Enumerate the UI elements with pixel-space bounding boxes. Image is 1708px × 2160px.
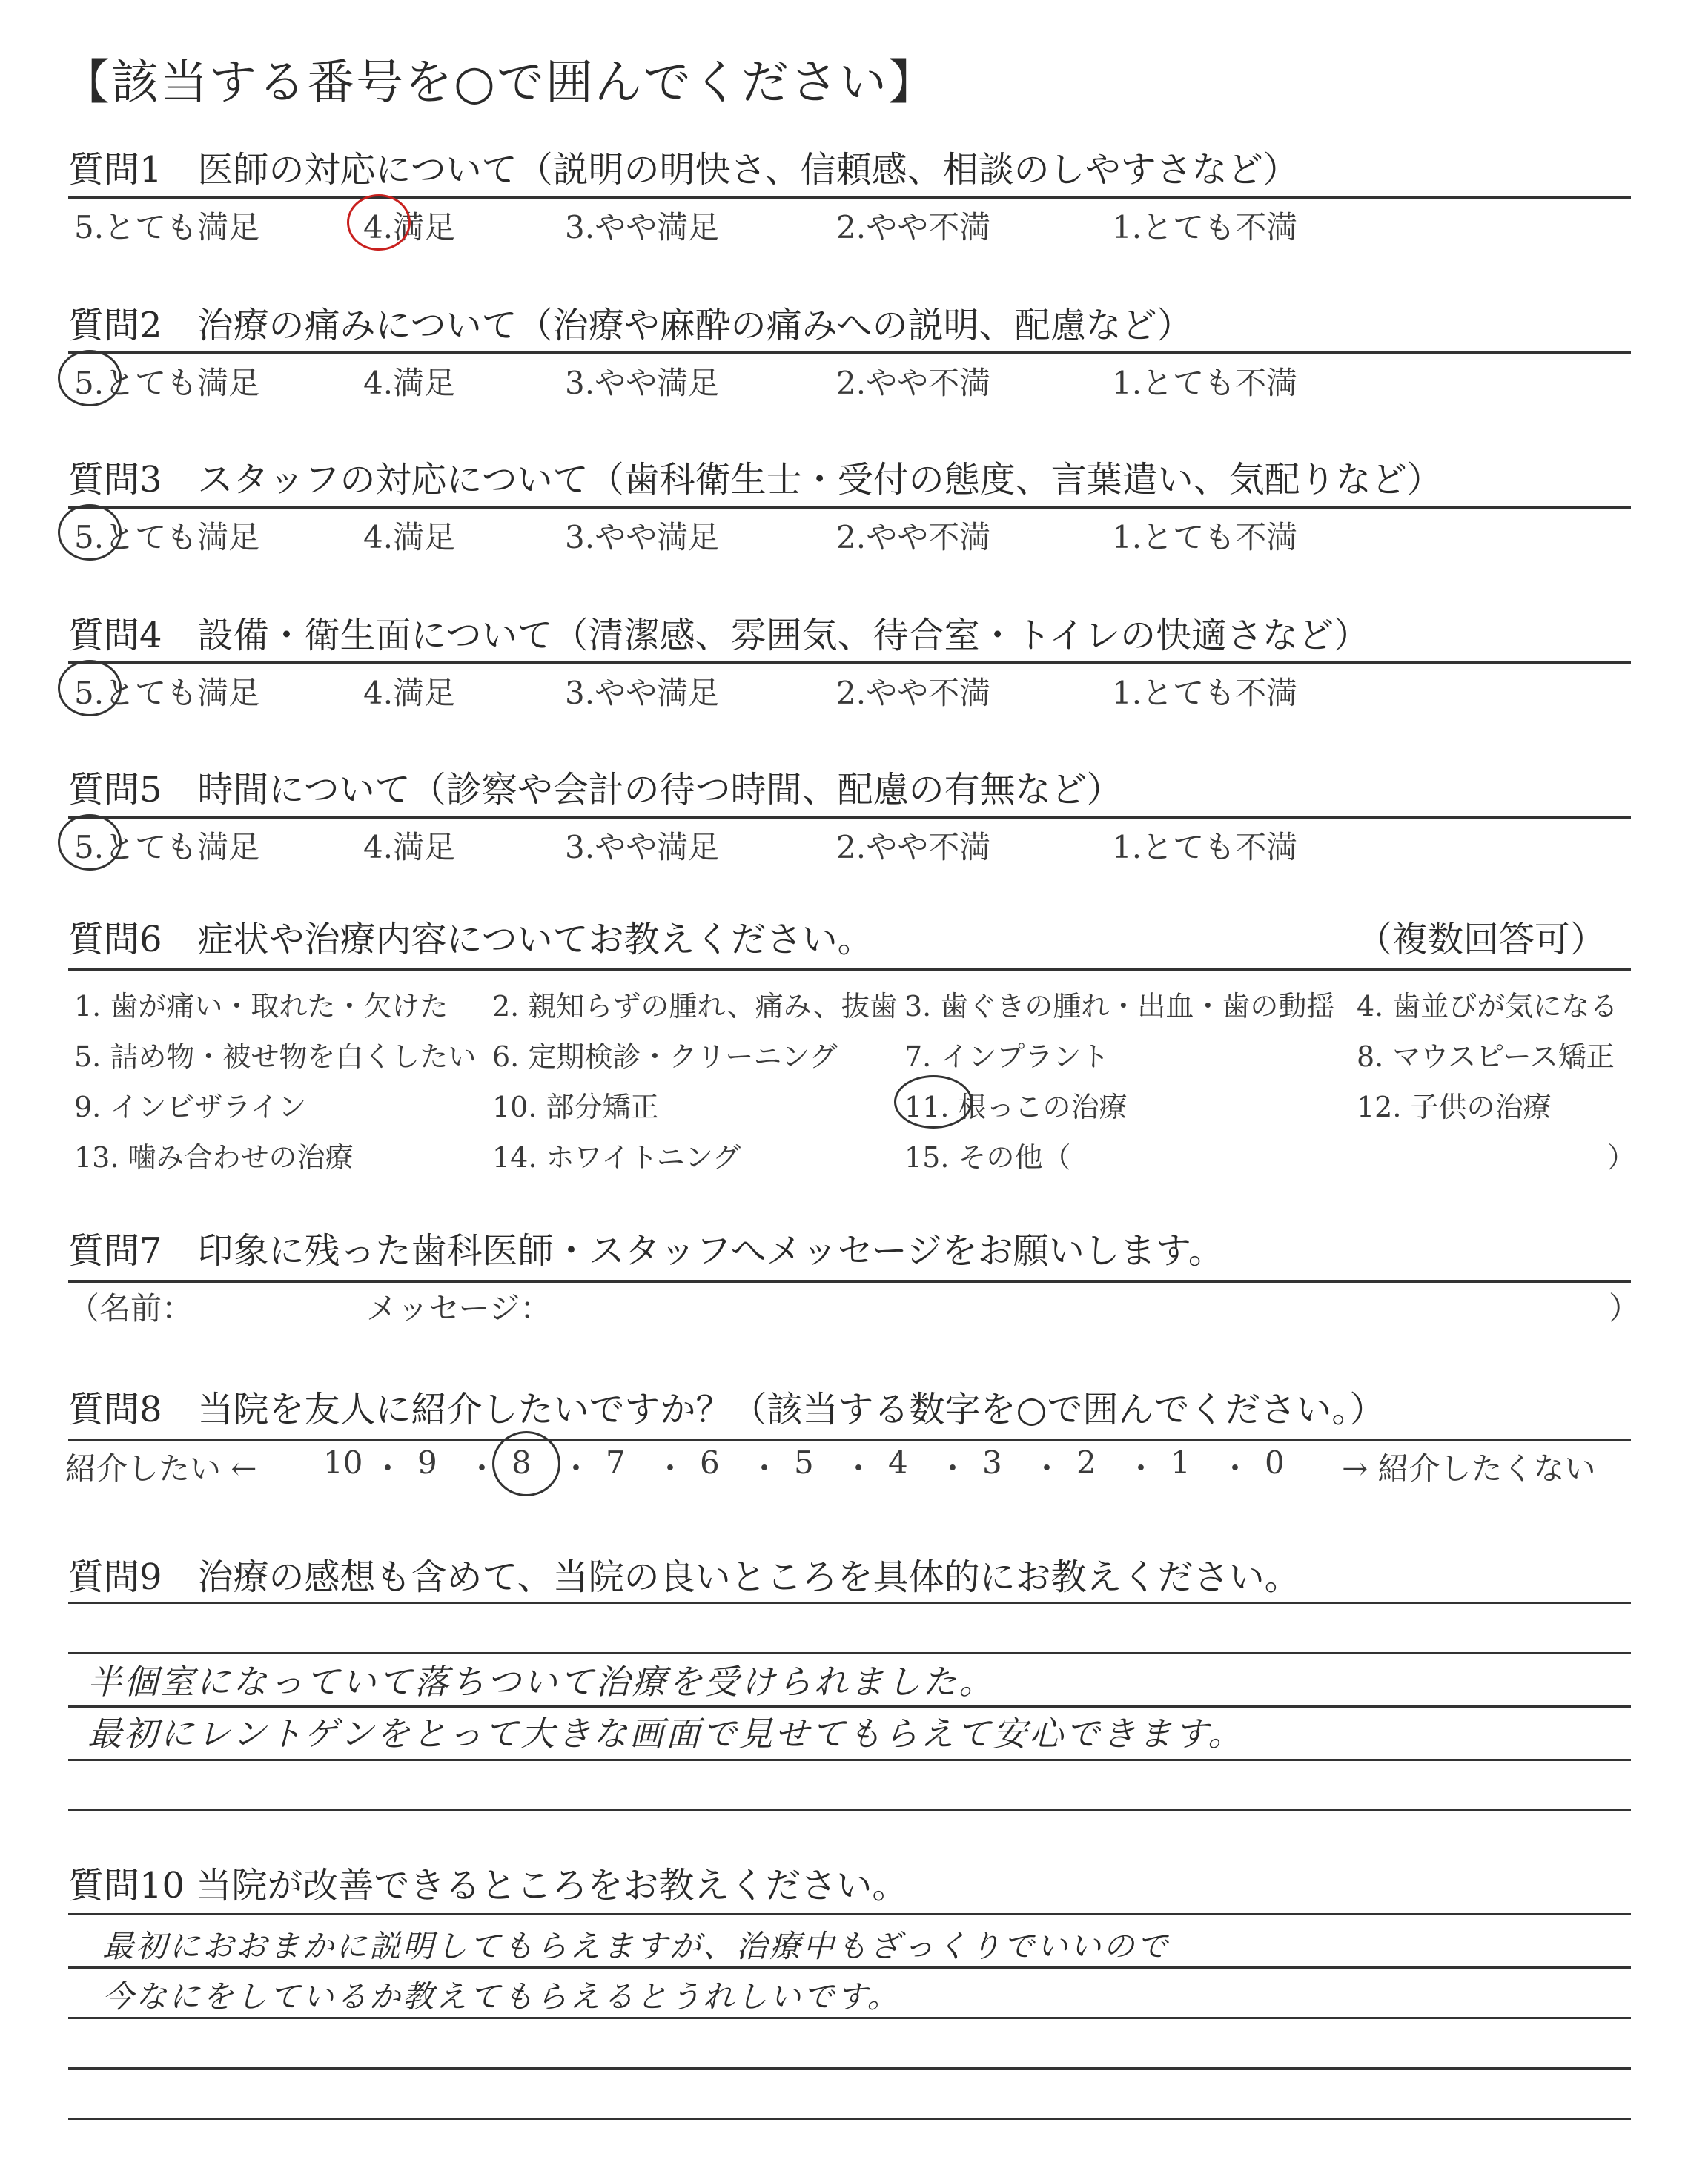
q7-close-paren: ） [1609,1290,1641,1327]
q8-selection-circle [492,1431,560,1496]
q2-rule [68,351,1631,354]
q6-item-8[interactable]: 8. マウスピース矯正 [1357,1040,1615,1073]
q6-item-16: ） [1607,1141,1636,1174]
q8-score-0[interactable]: 0 [1265,1444,1285,1481]
q1-title: 質問1 医師の対応について（説明の明快さ、信頼感、相談のしやすさなど） [68,149,1299,191]
q8-score-10[interactable]: 10 [323,1444,363,1481]
q8-right-label: → 紹介したくない [1342,1450,1596,1487]
q2-option-5[interactable]: 5.とても満足 [74,365,260,401]
q2-title: 質問2 治療の痛みについて（治療や麻酔の痛みへの説明、配慮など） [68,305,1193,346]
q4-option-5[interactable]: 5.とても満足 [74,675,260,711]
q4-option-2[interactable]: 2.やや不満 [836,675,991,711]
q8-score-6[interactable]: 6 [700,1444,720,1481]
q6-item-14[interactable]: 14. ホワイトニング [492,1141,741,1174]
q9-rule-2 [68,1652,1631,1654]
q8-score-9[interactable]: 9 [417,1444,437,1481]
q2-option-2[interactable]: 2.やや不満 [836,365,991,401]
q3-option-3[interactable]: 3.やや満足 [565,519,720,555]
q8-score-2[interactable]: 2 [1076,1444,1096,1481]
q8-title: 質問8 当院を友人に紹介したいですか？（該当する数字を○で囲んでください。） [68,1389,1386,1430]
q6-item-7[interactable]: 7. インプラント [904,1040,1110,1073]
q3-option-2[interactable]: 2.やや不満 [836,519,991,555]
q5-option-4[interactable]: 4.満足 [363,829,456,865]
q8-separator: ・ [749,1450,781,1487]
q4-option-4[interactable]: 4.満足 [363,675,456,711]
q10-rule-5 [68,2118,1631,2120]
q2-option-3[interactable]: 3.やや満足 [565,365,720,401]
q3-selection-circle [58,504,122,561]
q6-item-10[interactable]: 10. 部分矯正 [492,1091,659,1123]
q1-option-3[interactable]: 3.やや満足 [565,209,720,245]
q3-option-5[interactable]: 5.とても満足 [74,519,260,555]
q8-separator: ・ [655,1450,686,1487]
q5-option-3[interactable]: 3.やや満足 [565,829,720,865]
q6-item-12[interactable]: 12. 子供の治療 [1357,1091,1552,1123]
q4-title: 質問4 設備・衛生面について（清潔感、雰囲気、待合室・トイレの快適さなど） [68,615,1370,656]
q4-option-3[interactable]: 3.やや満足 [565,675,720,711]
q2-selection-circle [58,350,122,406]
q8-rule [68,1439,1631,1441]
q4-selection-circle [58,660,122,716]
q2-option-4[interactable]: 4.満足 [363,365,456,401]
q9-title: 質問9 治療の感想も含めて、当院の良いところを具体的にお教えください。 [68,1556,1300,1598]
q9-rule-5 [68,1809,1631,1811]
q4-rule [68,661,1631,664]
q3-option-4[interactable]: 4.満足 [363,519,456,555]
q6-selection-circle [894,1075,973,1129]
q10-rule-4 [68,2067,1631,2070]
q8-separator: ・ [372,1450,404,1487]
q10-rule-3 [68,2017,1631,2019]
q1-selection-circle [347,194,411,251]
q10-answer-line-1: 最初におおまかに説明してもらえますが、治療中もざっくりでいいので [102,1928,1171,1964]
q6-note: （複数回答可） [1357,919,1606,960]
page-title: 【該当する番号を○で囲んでください】 [62,56,937,110]
q3-title: 質問3 スタッフの対応について（歯科衛生士・受付の態度、言葉遣い、気配りなど） [68,459,1443,501]
q6-item-1[interactable]: 1. 歯が痛い・取れた・欠けた [74,990,448,1023]
q9-rule-4 [68,1759,1631,1761]
q8-separator: ・ [560,1450,592,1487]
q1-option-1[interactable]: 1.とても不満 [1112,209,1298,245]
q6-item-6[interactable]: 6. 定期検診・クリーニング [492,1040,838,1073]
q8-separator: ・ [937,1450,969,1487]
q5-option-1[interactable]: 1.とても不満 [1112,829,1298,865]
q8-separator: ・ [1125,1450,1157,1487]
q6-item-3[interactable]: 3. 歯ぐきの腫れ・出血・歯の動揺 [904,990,1335,1023]
q5-option-2[interactable]: 2.やや不満 [836,829,991,865]
q7-name-label: （名前： [68,1290,193,1327]
q7-message-label: メッセージ： [366,1290,552,1327]
q5-selection-circle [58,814,122,871]
q8-separator: ・ [1219,1450,1251,1487]
q10-answer-line-2: 今なにをしているか教えてもらえるとうれしいです。 [102,1978,901,2015]
q3-option-1[interactable]: 1.とても不満 [1112,519,1298,555]
q8-separator: ・ [843,1450,875,1487]
q9-rule-1 [68,1602,1631,1604]
q6-item-11[interactable]: 11. 根っこの治療 [904,1091,1128,1123]
q6-item-4[interactable]: 4. 歯並びが気になる [1357,990,1618,1023]
q5-title: 質問5 時間について（診察や会計の待つ時間、配慮の有無など） [68,769,1122,810]
q6-item-15[interactable]: 15. その他（ [904,1141,1071,1174]
q3-rule [68,506,1631,509]
q6-item-9[interactable]: 9. インビザライン [74,1091,307,1123]
q10-rule-1 [68,1913,1631,1915]
q8-score-7[interactable]: 7 [606,1444,626,1481]
q8-score-1[interactable]: 1 [1171,1444,1191,1481]
q6-rule [68,968,1631,971]
q6-title: 質問6 症状や治療内容についてお教えください。 [68,919,873,960]
q8-left-label: 紹介したい ← [65,1450,257,1487]
q6-item-5[interactable]: 5. 詰め物・被せ物を白くしたい [74,1040,477,1073]
q6-item-2[interactable]: 2. 親知らずの腫れ、痛み、抜歯 [492,990,898,1023]
q9-answer-line-2: 最初にレントゲンをとって大きな画面で見せてもらえて安心できます。 [87,1714,1245,1754]
q5-rule [68,816,1631,819]
q1-option-4[interactable]: 4.満足 [363,209,456,245]
q1-option-5[interactable]: 5.とても満足 [74,209,260,245]
q10-title: 質問10 当院が改善できるところをお教えください。 [68,1865,908,1906]
q1-option-2[interactable]: 2.やや不満 [836,209,991,245]
q7-title: 質問7 印象に残った歯科医師・スタッフへメッセージをお願いします。 [68,1230,1224,1272]
q5-option-5[interactable]: 5.とても満足 [74,829,260,865]
q9-answer-line-1: 半個室になっていて落ちついて治療を受けられました。 [87,1662,996,1702]
q8-score-5[interactable]: 5 [794,1444,814,1481]
q2-option-1[interactable]: 1.とても不満 [1112,365,1298,401]
q8-score-3[interactable]: 3 [982,1444,1002,1481]
q8-score-8[interactable]: 8 [512,1444,532,1481]
q10-rule-2 [68,1966,1631,1969]
q4-option-1[interactable]: 1.とても不満 [1112,675,1298,711]
q6-item-13[interactable]: 13. 噛み合わせの治療 [74,1141,354,1174]
q8-separator: ・ [466,1450,498,1487]
q8-score-4[interactable]: 4 [888,1444,908,1481]
q7-rule [68,1280,1631,1283]
q8-separator: ・ [1031,1450,1063,1487]
q1-rule [68,196,1631,199]
